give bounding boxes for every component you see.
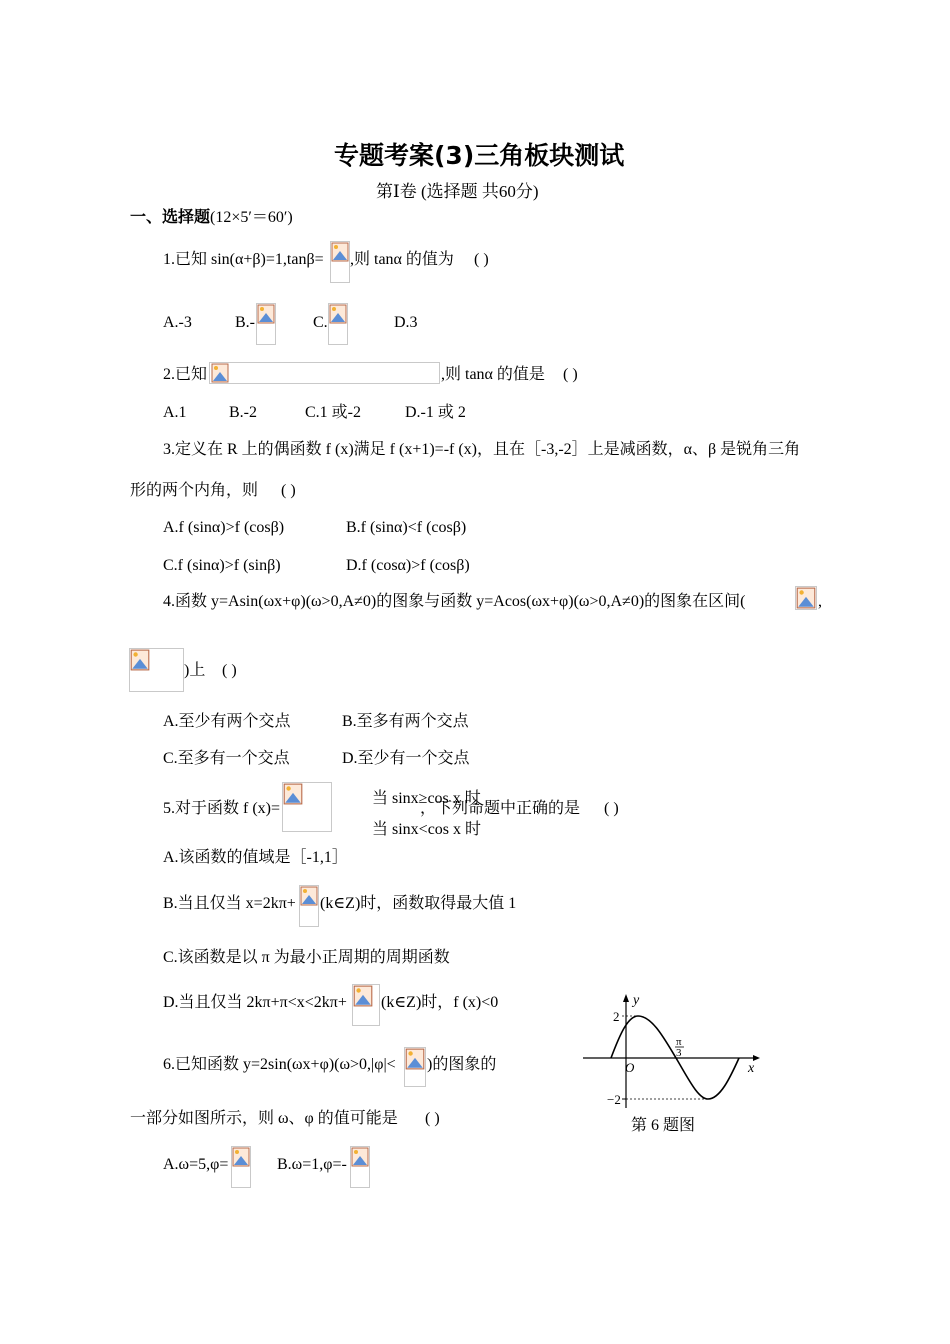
page-title: 专题考案(3)三角板块测试 — [334, 141, 625, 170]
y-axis-label: y — [633, 993, 640, 1008]
q5-option-b-a: B.当且仅当 x=2kπ+ — [163, 895, 296, 912]
q6-paren: ( ) — [425, 1110, 440, 1127]
q4-image-placeholder-1 — [795, 586, 817, 610]
q6-stem-a: 6.已知函数 y=2sin(ωx+φ)(ω>0,|φ|< — [163, 1056, 396, 1073]
q3-line-1: 3.定义在 R 上的偶函数 f (x)满足 f (x+1)=-f (x)，且在［-3,-2］上是减函数，α、β 是锐角三角 — [163, 441, 801, 458]
q4-option-b: B.至多有两个交点 — [342, 713, 469, 730]
q2-option-d: D.-1 或 2 — [405, 404, 466, 421]
q3-paren: ( ) — [281, 482, 296, 499]
q5-stem-a: 5.对于函数 f (x)= — [163, 800, 281, 817]
q1-stem-b: ,则 tanα 的值为 — [350, 251, 454, 268]
q4-option-d: D.至少有一个交点 — [342, 750, 470, 767]
q2-option-a: A.1 — [163, 404, 187, 421]
q6-option-a-image — [231, 1146, 251, 1188]
q5-option-c: C.该函数是以 π 为最小正周期的周期函数 — [163, 949, 450, 966]
q4-paren: ( ) — [222, 662, 237, 679]
q2-stem-a: 2.已知 — [163, 366, 208, 383]
q3-line-2: 形的两个内角，则 — [130, 482, 259, 499]
q5-case-1: 当 sinx≥cos x 时 — [372, 790, 481, 807]
q2-option-b: B.-2 — [229, 404, 257, 421]
q5-paren: ( ) — [604, 800, 619, 817]
q1-option-b-image — [256, 303, 276, 345]
y-tick-top-label: 2 — [613, 1009, 620, 1024]
q2-paren: ( ) — [563, 366, 578, 383]
q3-option-c: C.f (sinα)>f (sinβ) — [163, 557, 281, 574]
pi-over-three-denominator: 3 — [676, 1047, 682, 1059]
pi-over-three-numerator: π — [676, 1036, 682, 1048]
image-icon — [353, 985, 373, 1007]
image-icon — [351, 1147, 369, 1167]
section-label: 一、选择题 — [130, 209, 211, 226]
q5-option-d-a: D.当且仅当 2kπ+π<x<2kπ+ — [163, 994, 347, 1011]
image-icon — [232, 1147, 250, 1167]
q6-figure-caption: 第 6 题图 — [631, 1117, 696, 1134]
q5-option-b-b: (k∈Z)时，函数取得最大值 1 — [320, 895, 517, 912]
q3-option-b: B.f (sinα)<f (cosβ) — [346, 519, 467, 536]
image-icon — [283, 783, 303, 805]
x-axis-label: x — [748, 1061, 755, 1076]
q6-image-placeholder — [404, 1047, 426, 1087]
q6-stem-b: )的图象的 — [427, 1056, 497, 1073]
q6-sine-graph — [580, 992, 780, 1117]
q1-option-c-image — [328, 303, 348, 345]
image-icon — [210, 363, 230, 383]
image-icon — [331, 242, 349, 262]
image-icon — [130, 649, 150, 671]
section-score: (12×5′＝60′) — [210, 209, 293, 226]
q5-image-placeholder — [282, 782, 332, 832]
q2-option-c: C.1 或-2 — [305, 404, 362, 421]
q5-option-d-b: (k∈Z)时，f (x)<0 — [381, 994, 499, 1011]
q1-image-placeholder — [330, 241, 350, 283]
q4-image-placeholder-2 — [129, 648, 184, 692]
q1-option-a: A.-3 — [163, 314, 192, 331]
q4-line-1: 4.函数 y=Asin(ωx+φ)(ω>0,A≠0)的图象与函数 y=Acos(ωx+φ)(ω>0,A≠0)的图象在区间( — [163, 593, 746, 610]
q1-option-b: B.- — [235, 314, 255, 331]
image-icon — [300, 886, 318, 906]
q5-stem-b: ，下列命题中正确的是 — [420, 800, 581, 817]
q5-case-2: 当 sinx<cos x 时 — [372, 821, 482, 838]
q6-option-b-image — [350, 1146, 370, 1188]
q1-stem-a: 1.已知 sin(α+β)=1,tanβ= — [163, 251, 324, 268]
origin-label: O — [625, 1060, 635, 1075]
q6-option-a: A.ω=5,φ= — [163, 1156, 229, 1173]
q2-image-placeholder — [209, 362, 440, 384]
q1-option-c: C. — [313, 314, 328, 331]
q5-option-d-image — [352, 984, 380, 1026]
q4-option-c: C.至多有一个交点 — [163, 750, 290, 767]
image-icon — [405, 1048, 425, 1070]
q1-paren: ( ) — [474, 251, 489, 268]
q5-option-a: A.该函数的值域是［-1,1］ — [163, 849, 348, 866]
q1-option-d: D.3 — [394, 314, 418, 331]
q3-option-a: A.f (sinα)>f (cosβ) — [163, 519, 285, 536]
q6-option-b: B.ω=1,φ=- — [277, 1156, 347, 1173]
q4-option-a: A.至少有两个交点 — [163, 713, 291, 730]
image-icon — [329, 304, 347, 324]
y-axis-arrow — [623, 994, 629, 1002]
y-tick-bottom-label: −2 — [607, 1092, 621, 1107]
q3-option-d: D.f (cosα)>f (cosβ) — [346, 557, 470, 574]
section-heading — [130, 204, 293, 227]
q2-stem-b: ,则 tanα 的值是 — [441, 366, 545, 383]
q5-option-b-image — [299, 885, 319, 927]
q4-line-2: )上 — [184, 662, 206, 679]
image-icon — [257, 304, 275, 324]
image-icon — [796, 587, 816, 609]
q6-line-2: 一部分如图所示，则 ω、φ 的值可能是 — [130, 1110, 398, 1127]
page-subtitle: 第Ⅰ卷 (选择题 共60分) — [376, 182, 539, 201]
q4-comma: , — [818, 593, 822, 610]
